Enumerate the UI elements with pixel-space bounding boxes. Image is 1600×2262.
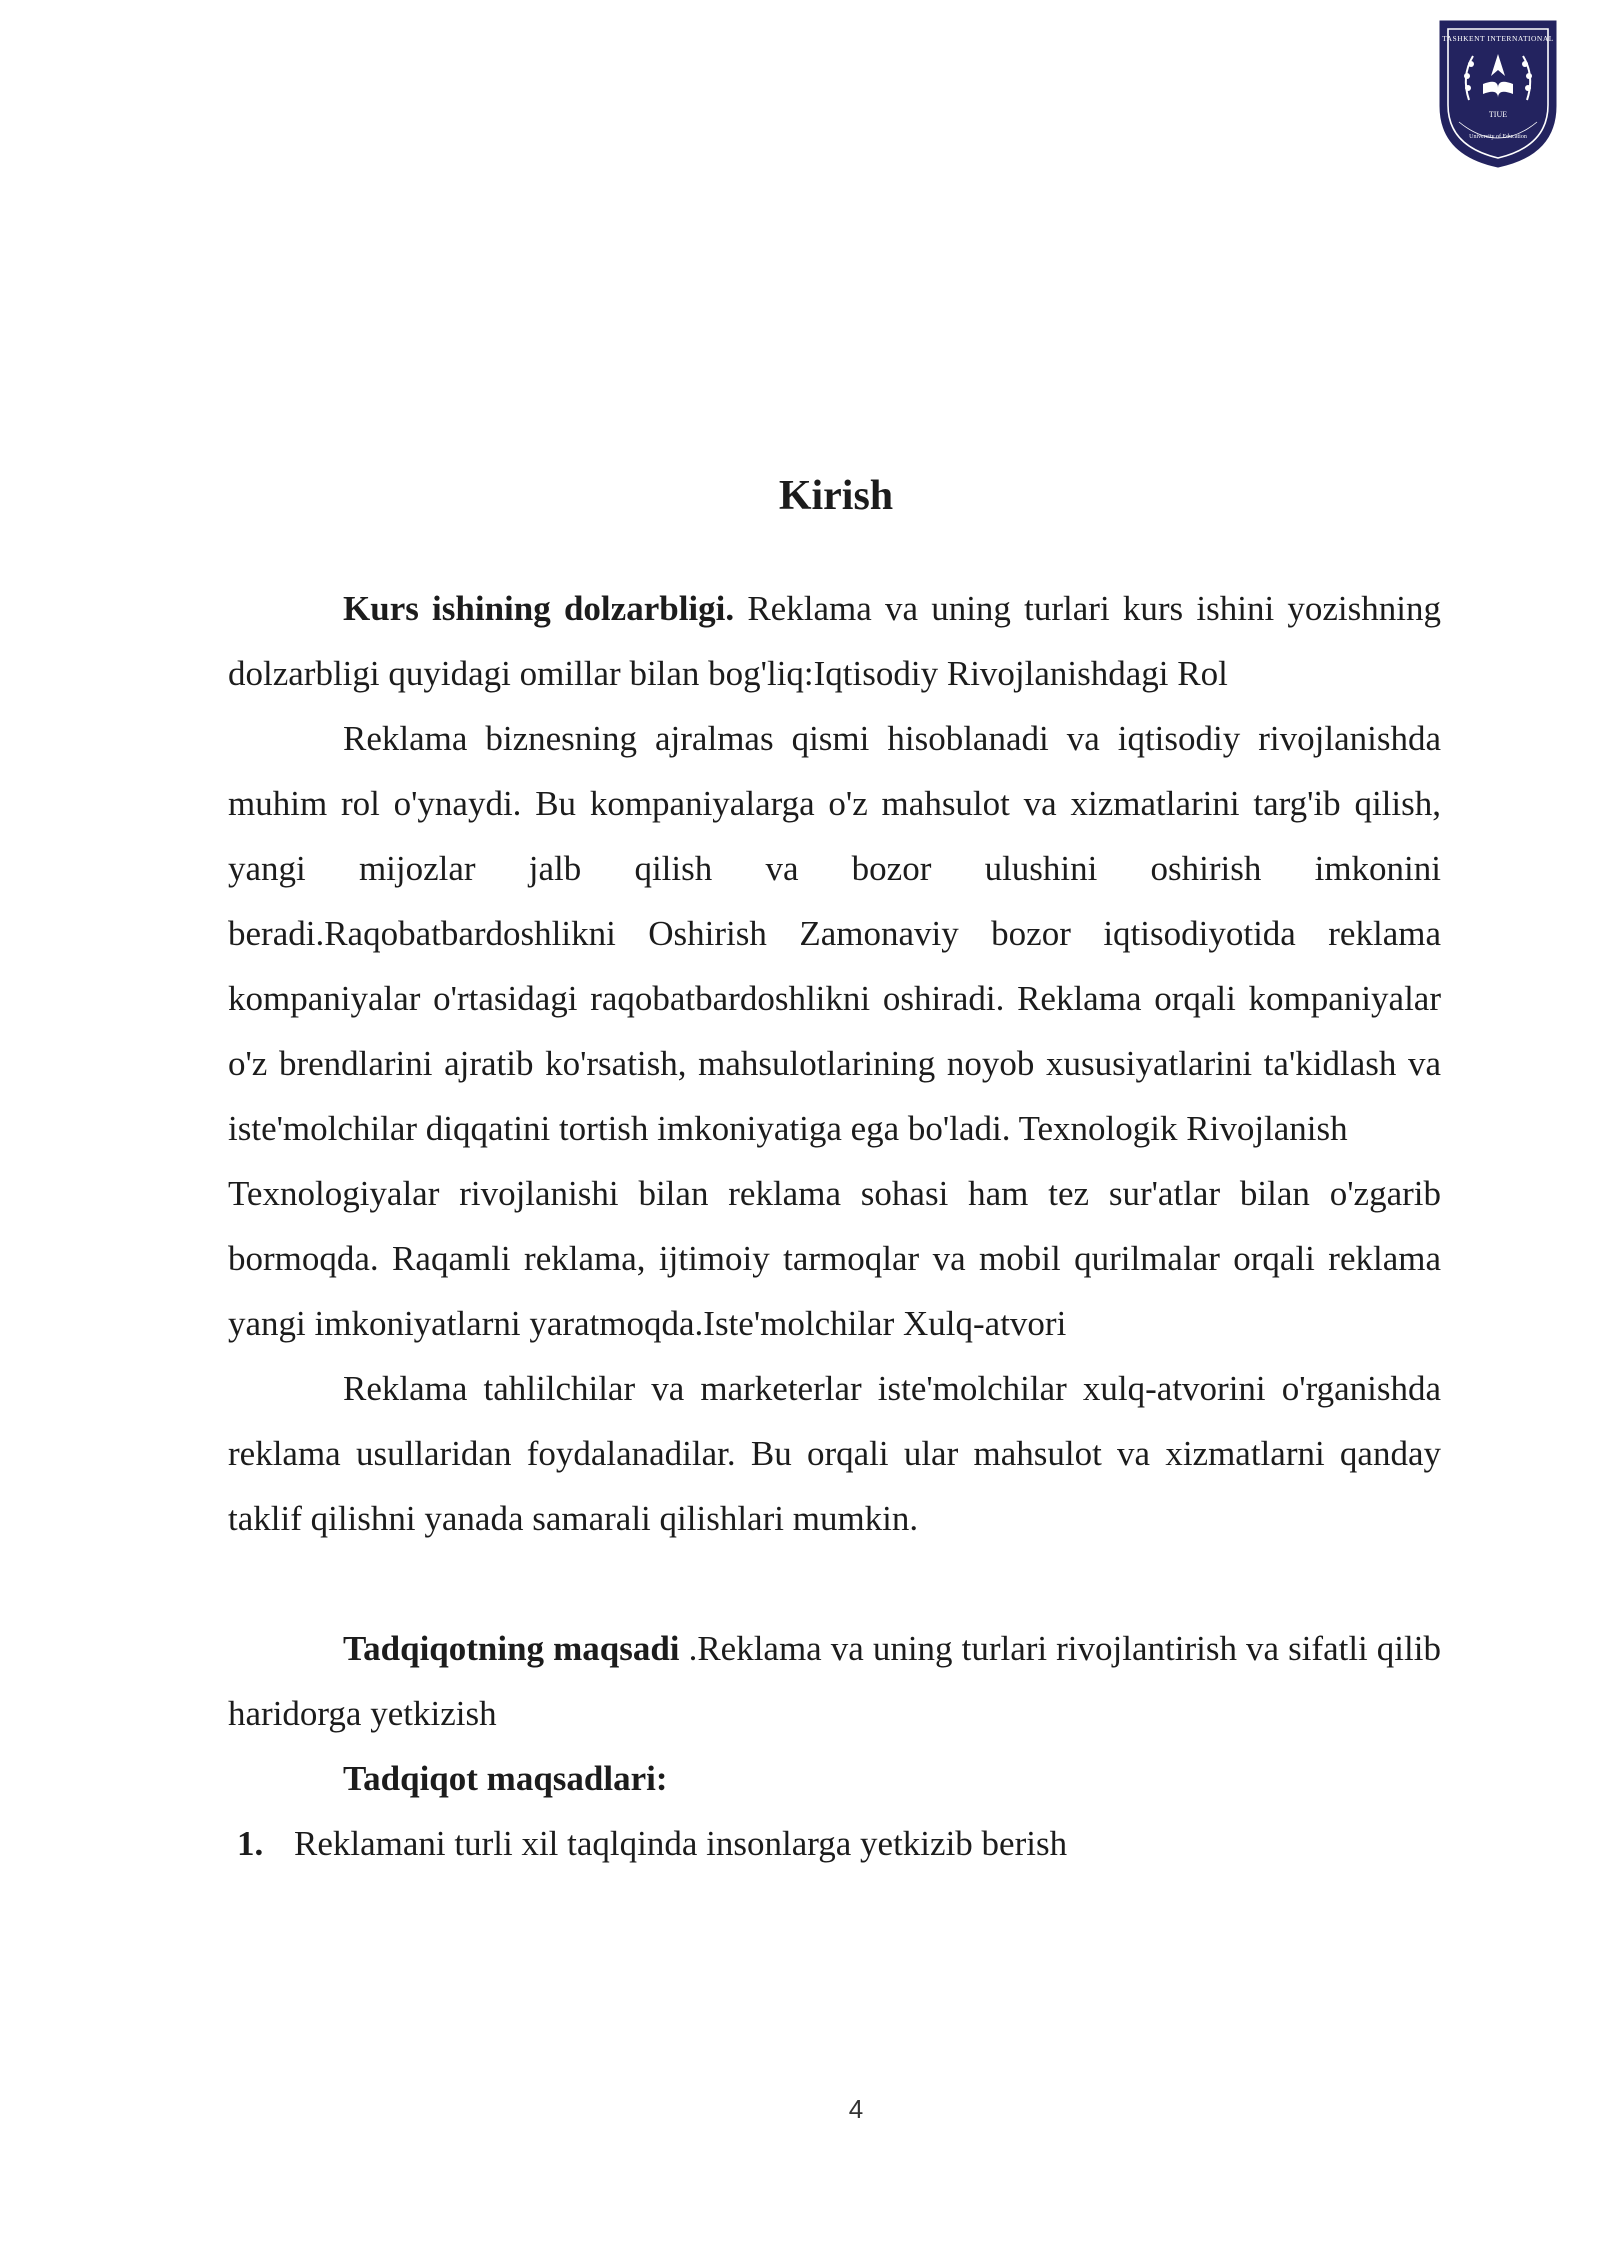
spacer — [228, 1551, 1441, 1616]
economy-paragraph: Reklama biznesning ajralmas qismi hisoblanadi va iqtisodiy rivojlanishda muhim rol o'ynaydi. Bu kompaniyalarga o'z mahsulot va xizmatlarini targ'ib qilish, yangi mijozlar jalb qilish va bozor ulushini oshirish imkonini beradi.Raqobatbardoshlikni Oshirish Zamonaviy bozor iqtisodiyotida reklama kompaniyalar o'rtasidagi raqobatbardoshlikni oshiradi. Reklama orqali kompaniyalar o'z brendlarini ajratib ko'rsatish, mahsulotlarining noyob xususiyatlarini ta'kidlash va iste'molchilar diqqatini tortish imkoniyatiga ega bo'ladi. Texnologik Rivojlanish — [228, 719, 1441, 1148]
technology-paragraph: Texnologiyalar rivojlanishi bilan reklama sohasi ham tez sur'atlar bilan o'zgarib bormoqda. Raqamli reklama, ijtimoiy tarmoqlar va mobil qurilmalar orqali reklama yangi imkoniyatlarni yaratmoqda.Iste'molchilar Xulq-atvori — [228, 1174, 1441, 1343]
relevance-paragraph — [228, 576, 1441, 706]
relevance-text: Reklama va uning turlari kurs ishini yozishning dolzarbligi quyidagi omillar bilan bog'liq:Iqtisodiy Rivojlanishdagi Rol — [228, 589, 1441, 693]
document-body — [228, 576, 1441, 1876]
svg-text:TASHKENT INTERNATIONAL: TASHKENT INTERNATIONAL — [1442, 34, 1554, 43]
objective-text: Reklamani turli xil taqlqinda insonlarga yetkizib berish — [294, 1824, 1068, 1863]
consumer-paragraph: Reklama tahlilchilar va marketerlar iste'molchilar xulq-atvorini o'rganishda reklama usullaridan foydalanadilar. Bu orqali ular mahsulot va xizmatlarni qanday taklif qilishni yanada samarali qilishlari mumkin. — [228, 1369, 1441, 1538]
goal-lead: Tadqiqotning maqsadi — [343, 1629, 680, 1668]
objective-number: 1. — [237, 1824, 264, 1863]
objectives-heading: Tadqiqot maqsadlari: — [343, 1759, 668, 1798]
university-logo — [1437, 14, 1559, 170]
goal-paragraph — [228, 1616, 1441, 1746]
svg-text:University of Education: University of Education — [1469, 134, 1527, 140]
page-title: Kirish — [778, 473, 894, 519]
objective-item — [228, 1811, 1441, 1876]
relevance-lead: Kurs ishining dolzarbligi. — [343, 589, 735, 628]
svg-text:TIUE: TIUE — [1488, 110, 1508, 119]
page-number: 4 — [848, 2094, 864, 2124]
goal-text: .Reklama va uning turlari rivojlantirish va sifatli qilib haridorga yetkizish — [228, 1629, 1441, 1733]
